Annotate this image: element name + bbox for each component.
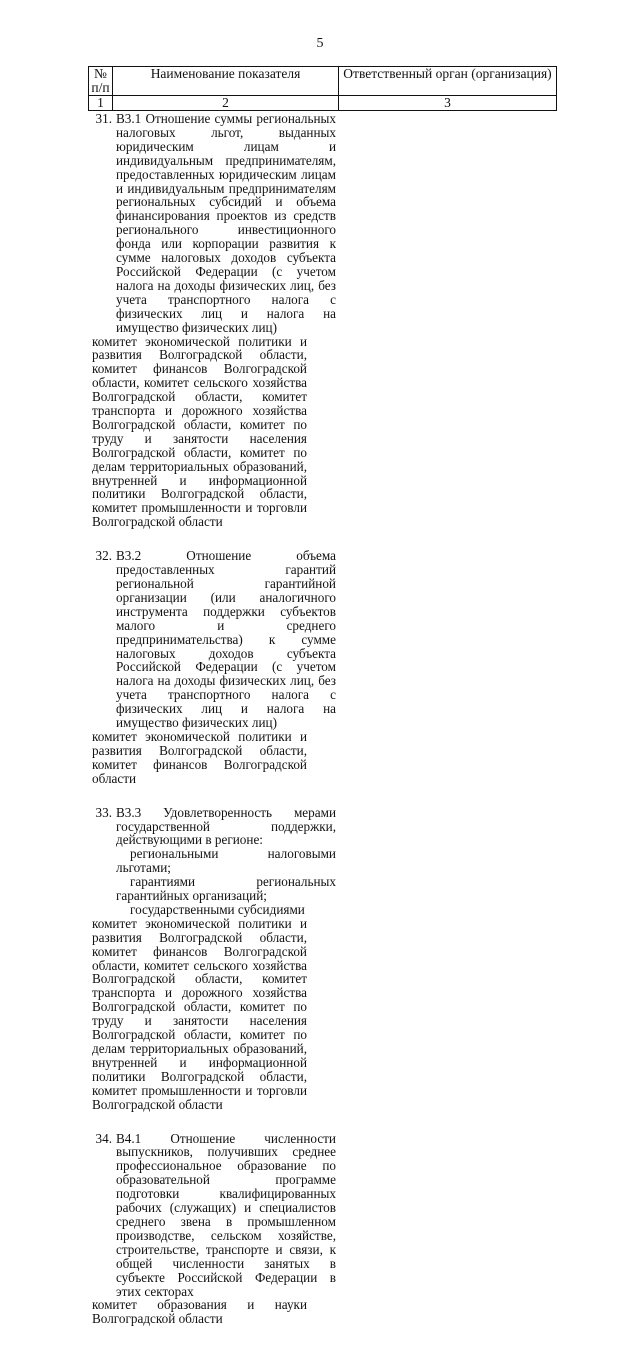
responsible-body: комитет экономической политики и развития Волгоградской области, комитет финансов Волгоградской области, комитет сельского хозяйства Волгоградской области, комитет транспорта и дорожного хозяйства Волгоградской области, комитет по труду и занятости населения Волгоградской области, комитет по делам территориальных образований, внутренней и информационной политики Волгоградской области, комитет промышленности и торговли Волгоградской области <box>92 915 307 1112</box>
indicator-sub-item: гарантиями региональных гарантийных организаций; <box>116 874 336 904</box>
header-index-1: 1 <box>89 96 113 111</box>
row-number: 33. <box>95 804 112 820</box>
responsible-body: комитет экономической политики и развития Волгоградской области, комитет финансов Волгоградской области, комитет сельского хозяйства Волгоградской области, комитет транспорта и дорожного хозяйства Волгоградской области, комитет по труду и занятости населения Волгоградской области, комитет по делам территориальных образований, внутренней и информационной политики Волгоградской области, комитет промышленности и торговли Волгоградской области <box>92 333 307 530</box>
header-index-3: 3 <box>339 96 557 111</box>
table-row <box>88 549 558 785</box>
row-number: 32. <box>95 548 112 564</box>
indicator-name-block <box>116 806 336 917</box>
table-row <box>88 806 558 1112</box>
page-number: 5 <box>316 36 324 51</box>
indicator-name: В3.1 Отношение суммы региональных налоговых льгот, выданных юридическим лицам и индивидуальным предпринимателям, предоставленных юридическим лицам и индивидуальным предпринимателям региональных субсидий и объема финансирования проектов из средств регионального инвестиционного фонда или корпорации развития к сумме налоговых доходов субъекта Российской Федерации (с учетом налога на доходы физических лиц, без учета транспортного налога с физических лиц и налога на имущество физических лиц) <box>116 111 336 335</box>
table-header <box>88 66 557 111</box>
header-col-name: Наименование показателя <box>113 67 339 96</box>
row-number: 34. <box>95 1130 112 1146</box>
header-index-2: 2 <box>113 96 339 111</box>
header-col-org: Ответственный орган (организация) <box>339 67 557 96</box>
indicator-name: В3.2 Отношение объема предоставленных гарантий региональной гарантийной организации (или аналогичного инструмента поддержки субъектов малого и среднего предпринимательства) к сумме налоговых доходов субъекта Российской Федерации (с учетом налога на доходы физических лиц, без учета транспортного налога с физических лиц и налога на имущество физических лиц) <box>116 548 336 731</box>
indicator-sub-item: государственными субсидиями <box>130 901 305 917</box>
row-number: 31. <box>95 111 112 126</box>
indicator-name: В3.3 Удовлетворенность мерами государственной поддержки, действующими в регионе: <box>116 804 336 848</box>
responsible-body: комитет экономической политики и развития Волгоградской области, комитет финансов Волгоградской области <box>92 728 307 786</box>
table-row <box>88 1132 558 1327</box>
header-col-num: № п/п <box>89 67 113 96</box>
responsible-body: комитет образования и науки Волгоградской области <box>92 1297 307 1327</box>
indicator-sub-item: региональными налоговыми льготами; <box>116 846 336 876</box>
table-body <box>88 112 558 1346</box>
indicator-name: В4.1 Отношение численности выпускников, получивших среднее профессиональное образование по образовательной программе подготовки квалифицированных рабочих (служащих) и специалистов среднего звена в промышленном производстве, сельском хозяйстве, строительстве, транспорте и связи, к общей численности занятых в субъекте Российской Федерации в этих секторах <box>116 1130 336 1299</box>
table-row <box>88 112 558 529</box>
